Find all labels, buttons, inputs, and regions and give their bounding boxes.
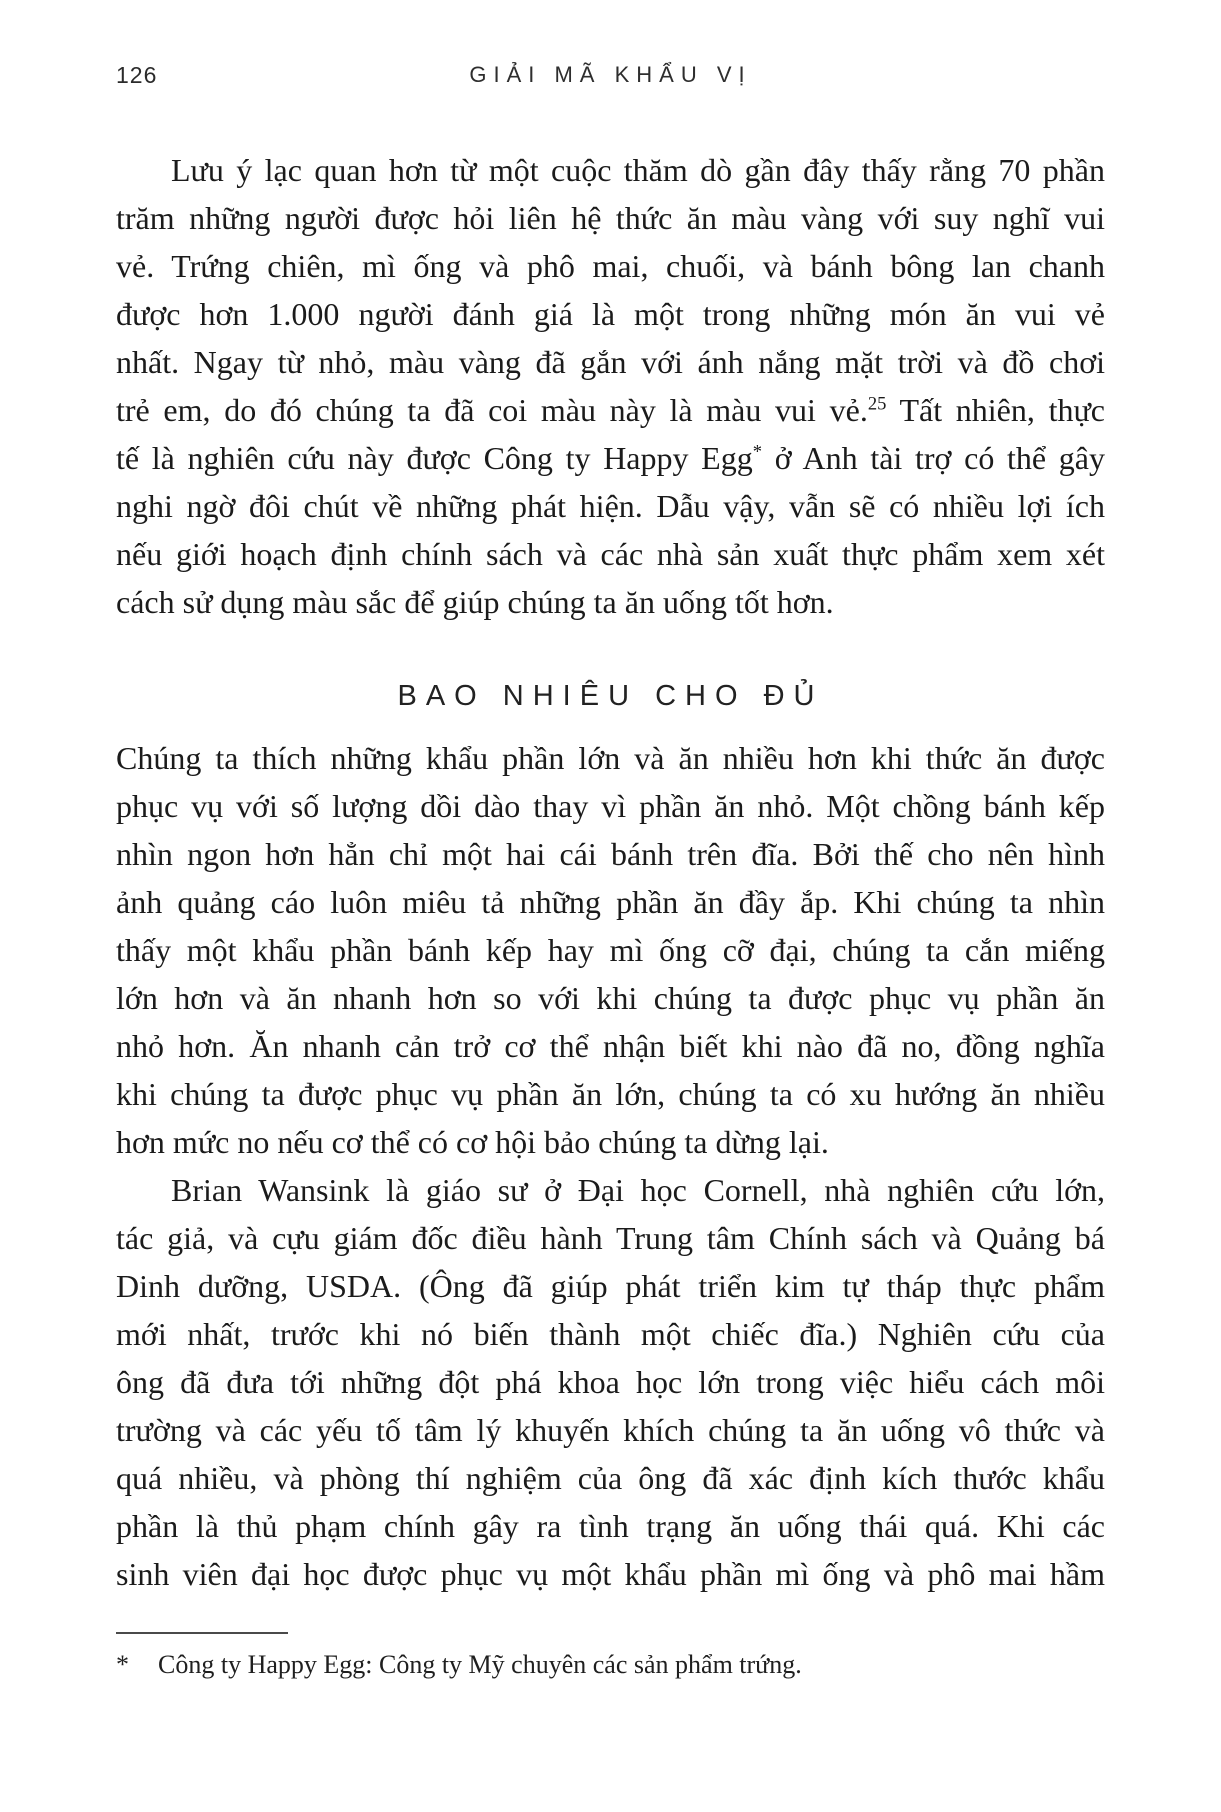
footnote-marker: *: [116, 1650, 129, 1679]
running-header: [116, 0, 1105, 90]
paragraph: [116, 146, 1105, 626]
text-line: ông đã đưa tới những đột phá khoa học lớn trong việc hiểu cách môi: [116, 1364, 1105, 1400]
text-line: Dinh dưỡng, USDA. (Ông đã giúp phát triển kim tự tháp thực phẩm: [116, 1268, 1105, 1304]
text-line: thấy một khẩu phần bánh kếp hay mì ống cỡ đại, chúng ta cắn miếng: [116, 932, 1105, 968]
page-number: 126: [116, 62, 158, 88]
text-line: hơn mức no nếu cơ thể có cơ hội bảo chúng ta dừng lại.: [116, 1124, 829, 1160]
footnote-area: [116, 1632, 1105, 1682]
text-line: nhỏ hơn. Ăn nhanh cản trở cơ thể nhận biết khi nào đã no, đồng nghĩa: [116, 1028, 1105, 1064]
footnote-text: Công ty Happy Egg: Công ty Mỹ chuyên các sản phẩm trứng.: [158, 1650, 802, 1679]
text-line: phần là thủ phạm chính gây ra tình trạng ăn uống thái quá. Khi các: [116, 1508, 1105, 1544]
footnote-rule: [116, 1632, 288, 1634]
text-line: nhất. Ngay từ nhỏ, màu vàng đã gắn với ánh nắng mặt trời và đồ chơi: [116, 344, 1105, 380]
text-line: nếu giới hoạch định chính sách và các nhà sản xuất thực phẩm xem xét: [116, 536, 1105, 572]
section-heading: BAO NHIÊU CHO ĐỦ: [397, 680, 824, 712]
text-line: quá nhiều, và phòng thí nghiệm của ông đã xác định kích thước khẩu: [116, 1460, 1105, 1496]
text-line: mới nhất, trước khi nó biến thành một chiếc đĩa.) Nghiên cứu của: [116, 1316, 1105, 1352]
text-line: ảnh quảng cáo luôn miêu tả những phần ăn đầy ắp. Khi chúng ta nhìn: [116, 884, 1105, 920]
text-line: khi chúng ta được phục vụ phần ăn lớn, chúng ta có xu hướng ăn nhiều: [116, 1076, 1105, 1112]
text-line: được hơn 1.000 người đánh giá là một trong những món ăn vui vẻ: [116, 296, 1105, 332]
paragraph: [116, 734, 1105, 1166]
text-line: vẻ. Trứng chiên, mì ống và phô mai, chuối, và bánh bông lan chanh: [116, 248, 1105, 284]
text-line: sinh viên đại học được phục vụ một khẩu phần mì ống và phô mai hầm: [116, 1556, 1105, 1592]
text-line: trẻ em, do đó chúng ta đã coi màu này là màu vui vẻ.$^{25}$ Tất nhiên, thực: [116, 392, 1106, 428]
footnote-star-ref: *: [752, 441, 763, 463]
text-line: phục vụ với số lượng dồi dào thay vì phần ăn nhỏ. Một chồng bánh kếp: [116, 788, 1105, 824]
text-line: Chúng ta thích những khẩu phần lớn và ăn nhiều hơn khi thức ăn được: [116, 740, 1105, 776]
paragraph: [116, 1166, 1105, 1598]
endnote-ref-25: 25: [867, 393, 887, 415]
text-line: trăm những người được hỏi liên hệ thức ăn màu vàng với suy nghĩ vui: [116, 200, 1105, 236]
text-line: lớn hơn và ăn nhanh hơn so với khi chúng ta được phục vụ phần ăn: [116, 980, 1105, 1016]
text-line: tác giả, và cựu giám đốc điều hành Trung tâm Chính sách và Quảng bá: [116, 1220, 1105, 1256]
text-line: nhìn ngon hơn hẳn chỉ một hai cái bánh trên đĩa. Bởi thế cho nên hình: [116, 836, 1105, 872]
footnote: [116, 1648, 1105, 1682]
text-line: Lưu ý lạc quan hơn từ một cuộc thăm dò gần đây thấy rằng 70 phần: [171, 152, 1105, 188]
running-title: GIẢI MÃ KHẨU VỊ: [469, 62, 752, 87]
text-line: tế là nghiên cứu này được Công ty Happy Egg* ở Anh tài trợ có thể gây: [116, 440, 1106, 476]
text-line: trường và các yếu tố tâm lý khuyến khích chúng ta ăn uống vô thức và: [116, 1412, 1105, 1448]
body-text: [116, 146, 1105, 1598]
text-line: nghi ngờ đôi chút về những phát hiện. Dẫu vậy, vẫn sẽ có nhiều lợi ích: [116, 488, 1105, 524]
text-line: Brian Wansink là giáo sư ở Đại học Cornell, nhà nghiên cứu lớn,: [171, 1172, 1105, 1208]
text-line: cách sử dụng màu sắc để giúp chúng ta ăn uống tốt hơn.: [116, 584, 834, 620]
